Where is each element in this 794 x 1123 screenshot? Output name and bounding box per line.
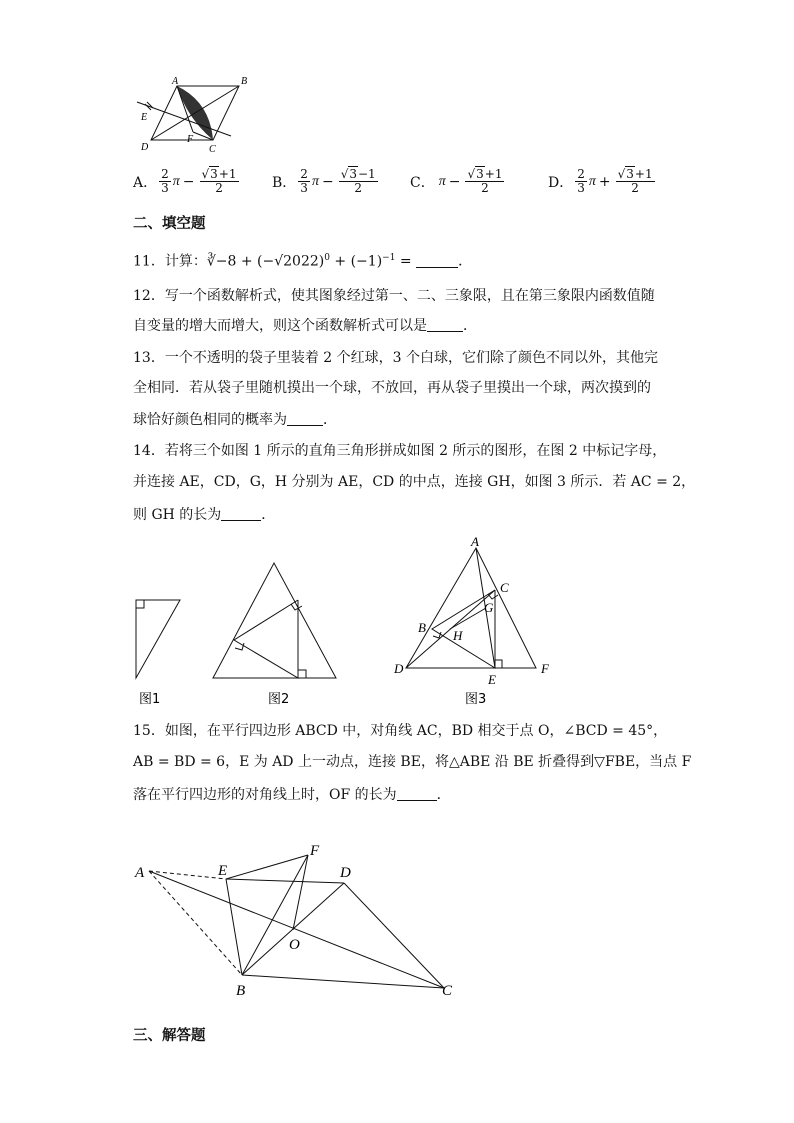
fig15-label-D: D bbox=[340, 865, 351, 881]
question-12-line2: 自变量的增大而增大，则这个函数解析式可以是 ． bbox=[133, 318, 477, 334]
q15-figure bbox=[130, 835, 470, 1005]
question-15-line1: 15．如图，在平行四边形 ABCD 中，对角线 AC，BD 相交于点 O，∠BCD = 45°， bbox=[133, 723, 668, 739]
question-11: 11．计算：∛−8 + $(-√2022)^0 + (-1)^{-1}$ = ． bbox=[133, 253, 473, 270]
fig15-label-A: A bbox=[135, 865, 145, 881]
answer-blank[interactable] bbox=[397, 786, 437, 801]
fig1-caption: 图1 bbox=[139, 692, 161, 707]
section-fill-in: 二、填空题 bbox=[133, 216, 206, 232]
question-13-line1: 13．一个不透明的袋子里装着 2 个红球，3 个白球，它们除了颜色不同以外，其他完 bbox=[133, 350, 658, 366]
answer-blank[interactable] bbox=[221, 506, 261, 521]
question-14-line1: 14．若将三个如图 1 所示的直角三角形拼成如图 2 所示的图形，在图 2 中标记字母， bbox=[133, 443, 667, 459]
fig3-label-E: E bbox=[488, 672, 496, 687]
choice-c: C． π − $\frac{√3+1}{2}$ bbox=[410, 167, 503, 195]
label-C: C bbox=[209, 144, 216, 155]
answer-blank[interactable] bbox=[427, 317, 463, 332]
label-A: A bbox=[172, 76, 179, 87]
fig1-triangle bbox=[136, 600, 180, 678]
question-14-line2: 并连接 AE，CD，G，H 分别为 AE，CD 的中点，连接 GH，如图 3 所示．若 AC = 2， bbox=[133, 474, 696, 490]
fig3-caption: 图3 bbox=[465, 692, 487, 707]
q14-figures bbox=[125, 535, 565, 710]
fig3-label-H: H bbox=[453, 628, 463, 643]
q10-figure bbox=[135, 72, 265, 157]
label-F: F bbox=[187, 134, 194, 145]
fig2-triangle bbox=[213, 563, 336, 678]
fig15-label-C: C bbox=[442, 983, 453, 999]
label-B: B bbox=[241, 76, 248, 87]
choice-d: D． $\frac{2}{3}$ π + $\frac{√3+1}{2}$ bbox=[548, 167, 653, 195]
question-12-line1: 12．写一个函数解析式，使其图象经过第一、二、三象限，且在第三象限内函数值随 bbox=[133, 288, 655, 304]
fig3-label-F: F bbox=[541, 661, 549, 676]
question-15-line3: 落在平行四边形的对角线上时，OF 的长为 ． bbox=[133, 787, 451, 803]
fig3-triangle bbox=[406, 548, 536, 668]
question-14-line3: 则 GH 的长为 ． bbox=[133, 507, 276, 523]
question-13-line2: 全相同．若从袋子里随机摸出一个球，不放回，再从袋子里摸出一个球，两次摸到的 bbox=[133, 380, 651, 396]
fig15-label-O: O bbox=[289, 937, 300, 953]
fig3-label-A: A bbox=[471, 535, 479, 549]
fig15-label-E: E bbox=[218, 863, 228, 879]
label-D: D bbox=[141, 142, 149, 153]
fig3-label-B: B bbox=[418, 620, 426, 635]
label-E: E bbox=[141, 112, 148, 123]
choice-a: A． $\frac{2}{3}$ π − $\frac{√3+1}{2}$ bbox=[133, 167, 237, 195]
answer-blank[interactable] bbox=[416, 253, 458, 268]
question-13-line3: 球恰好颜色相同的概率为 ． bbox=[133, 412, 337, 428]
fig3-label-D: D bbox=[394, 661, 404, 676]
fig3-label-G: G bbox=[484, 600, 494, 615]
section-solve: 三、解答题 bbox=[133, 1028, 206, 1044]
fig2-caption: 图2 bbox=[268, 692, 290, 707]
choice-b: B． $\frac{2}{3}$ π − $\frac{√3-1}{2}$ bbox=[272, 167, 376, 195]
question-15-line2: AB = BD = 6，E 为 AD 上一动点，连接 BE，将△ABE 沿 BE 折叠得到▽FBE，当点 F bbox=[133, 754, 692, 770]
fig15-label-F: F bbox=[310, 843, 320, 859]
fig15-label-B: B bbox=[236, 983, 246, 999]
answer-blank[interactable] bbox=[287, 411, 323, 426]
fig3-label-C: C bbox=[500, 580, 509, 595]
